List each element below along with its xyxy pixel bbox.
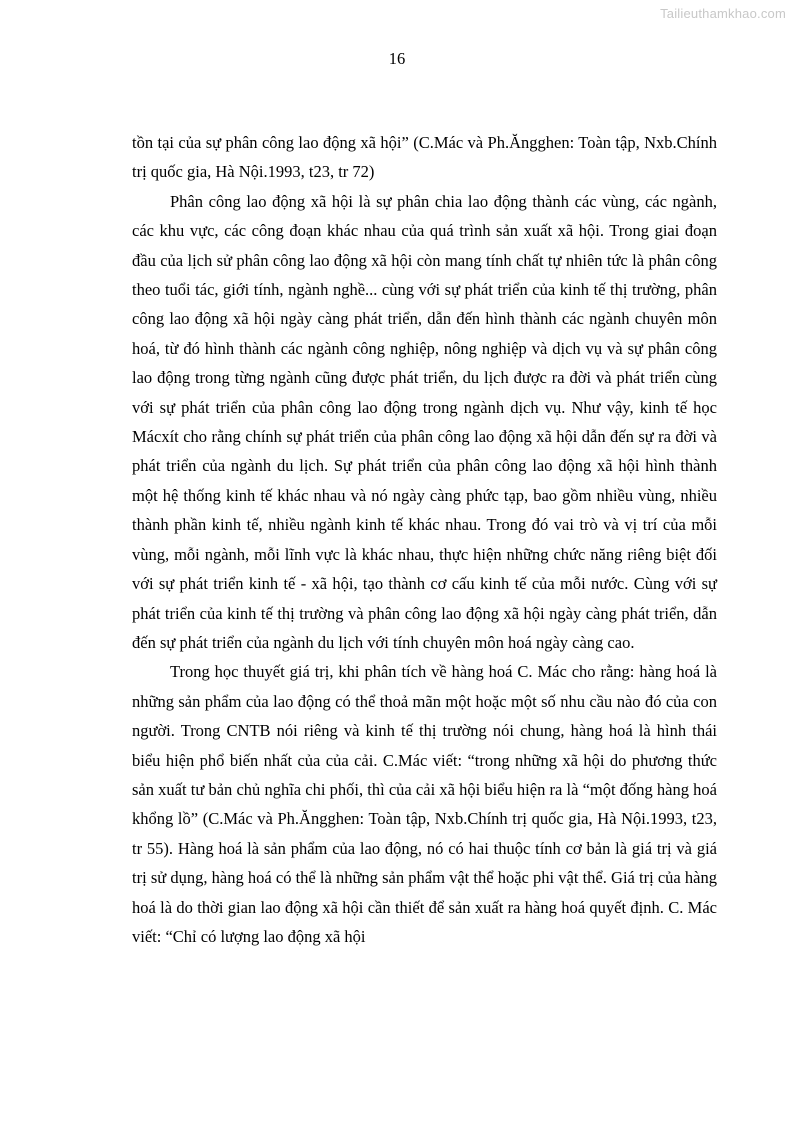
watermark-text: Tailieuthamkhao.com bbox=[660, 6, 786, 21]
document-body bbox=[132, 128, 717, 951]
paragraph-continuation: tồn tại của sự phân công lao động xã hội” (C.Mác và Ph.Ăngghen: Toàn tập, Nxb.Chính trị quốc gia, Hà Nội.1993, t23, tr 72) bbox=[132, 133, 717, 182]
paragraph-division-of-labor: Phân công lao động xã hội là sự phân chia lao động thành các vùng, các ngành, các khu vực, các công đoạn khác nhau của quá trình sản xuất xã hội. Trong giai đoạn đầu của lịch sử phân công lao động xã hội còn mang tính chất tự nhiên tức là phân công theo tuổi tác, giới tính, ngành nghề... cùng với sự phát triển của kinh tế thị trường, phân công lao động xã hội ngày càng phát triển, dẫn đến hình thành các ngành chuyên môn hoá, từ đó hình thành các ngành công nghiệp, nông nghiệp và dịch vụ và sự phân công lao động trong từng ngành cũng được phát triển, du lịch được ra đời và phát triển cùng với sự phát triển của phân công lao động trong ngành dịch vụ. Như vậy, kinh tế học Mácxít cho rằng chính sự phát triển của phân công lao động xã hội dẫn đến sự ra đời và phát triển của ngành du lịch. Sự phát triển của phân công lao động xã hội hình thành một hệ thống kinh tế khác nhau và nó ngày càng phức tạp, bao gồm nhiều vùng, nhiều thành phần kinh tế, nhiều ngành kinh tế khác nhau. Trong đó vai trò và vị trí của mỗi vùng, mỗi ngành, mỗi lĩnh vực là khác nhau, thực hiện những chức năng riêng biệt đối với sự phát triển kinh tế - xã hội, tạo thành cơ cấu kinh tế của mỗi nước. Cùng với sự phát triển của kinh tế thị trường và phân công lao động xã hội ngày càng phát triển, dẫn đến sự phát triển của ngành du lịch với tính chuyên môn hoá ngày càng cao. bbox=[132, 191, 717, 652]
paragraph-value-theory: Trong học thuyết giá trị, khi phân tích về hàng hoá C. Mác cho rằng: hàng hoá là những sản phẩm của lao động có thể thoả mãn một hoặc một số nhu cầu nào đó của con người. Trong CNTB nói riêng và kinh tế thị trường nói chung, hàng hoá là hình thái biểu hiện phổ biến nhất của của cải. C.Mác viết: “trong những xã hội do phương thức sản xuất tư bản chủ nghĩa chi phối, thì của cải xã hội biểu hiện ra là “một đống hàng hoá khổng lồ” (C.Mác và Ph.Ăngghen: Toàn tập, Nxb.Chính trị quốc gia, Hà Nội.1993, t23, tr 55). Hàng hoá là sản phẩm của lao động, nó có hai thuộc tính cơ bản là giá trị và giá trị sử dụng, hàng hoá có thể là những sản phẩm vật thể hoặc phi vật thể. Giá trị của hàng hoá là do thời gian lao động xã hội cần thiết để sản xuất ra hàng hoá quyết định. C. Mác viết: “Chỉ có lượng lao động xã hội bbox=[132, 662, 717, 946]
page-number: 16 bbox=[388, 49, 406, 68]
